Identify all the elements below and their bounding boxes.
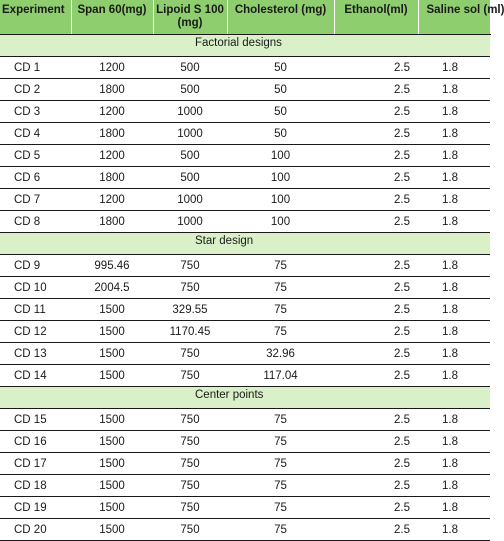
cell-ethanol: 2.5 (334, 189, 418, 211)
cell-ethanol: 2.5 (334, 519, 418, 541)
section-title: Factorial designs (0, 35, 490, 57)
cell-lipoid: 750 (153, 475, 227, 497)
cell-cholesterol: 50 (227, 57, 334, 79)
cell-span60: 1500 (71, 519, 153, 541)
cell-ethanol: 2.5 (334, 79, 418, 101)
table-row (0, 365, 490, 387)
table-row (0, 277, 490, 299)
cell-lipoid: 750 (153, 497, 227, 519)
cell-ethanol: 2.5 (334, 343, 418, 365)
header-experiment: Experiment (0, 0, 71, 35)
cell-span60: 1800 (71, 123, 153, 145)
cell-cholesterol: 100 (227, 211, 334, 233)
cell-saline: 1.8 (418, 497, 490, 519)
cell-saline: 1.8 (418, 343, 490, 365)
header-lipoid: Lipoid S 100 (mg) (153, 0, 227, 35)
cell-cholesterol: 50 (227, 101, 334, 123)
cell-cholesterol: 75 (227, 453, 334, 475)
table-row (0, 409, 490, 431)
cell-lipoid: 1000 (153, 123, 227, 145)
cell-span60: 2004.5 (71, 277, 153, 299)
header-ethanol: Ethanol(ml) (334, 0, 418, 35)
cell-span60: 1500 (71, 453, 153, 475)
cell-span60: 1200 (71, 101, 153, 123)
cell-cholesterol: 100 (227, 145, 334, 167)
cell-experiment: CD 15 (0, 409, 71, 431)
section-row (0, 233, 490, 255)
cell-span60: 1800 (71, 167, 153, 189)
cell-cholesterol: 75 (227, 321, 334, 343)
cell-cholesterol: 117.04 (227, 365, 334, 387)
cell-cholesterol: 100 (227, 189, 334, 211)
table-row (0, 211, 490, 233)
cell-ethanol: 2.5 (334, 409, 418, 431)
cell-lipoid: 750 (153, 343, 227, 365)
table-row (0, 57, 490, 79)
cell-experiment: CD 13 (0, 343, 71, 365)
table-row (0, 453, 490, 475)
section-row (0, 35, 490, 57)
table-row (0, 145, 490, 167)
cell-lipoid: 1170.45 (153, 321, 227, 343)
cell-lipoid: 750 (153, 409, 227, 431)
cell-lipoid: 750 (153, 255, 227, 277)
cell-experiment: CD 16 (0, 431, 71, 453)
cell-experiment: CD 9 (0, 255, 71, 277)
cell-lipoid: 1000 (153, 211, 227, 233)
cell-saline: 1.8 (418, 101, 490, 123)
cell-saline: 1.8 (418, 123, 490, 145)
cell-experiment: CD 1 (0, 57, 71, 79)
section-title: Star design (0, 233, 490, 255)
cell-saline: 1.8 (418, 475, 490, 497)
cell-cholesterol: 75 (227, 255, 334, 277)
table-row (0, 167, 490, 189)
cell-cholesterol: 75 (227, 519, 334, 541)
cell-lipoid: 750 (153, 453, 227, 475)
cell-ethanol: 2.5 (334, 123, 418, 145)
cell-ethanol: 2.5 (334, 167, 418, 189)
table-row (0, 431, 490, 453)
cell-saline: 1.8 (418, 431, 490, 453)
cell-lipoid: 500 (153, 167, 227, 189)
cell-span60: 1500 (71, 475, 153, 497)
cell-saline: 1.8 (418, 167, 490, 189)
section-title: Center points (0, 387, 490, 409)
cell-saline: 1.8 (418, 409, 490, 431)
cell-saline: 1.8 (418, 57, 490, 79)
table-row (0, 189, 490, 211)
cell-span60: 1200 (71, 189, 153, 211)
cell-saline: 1.8 (418, 145, 490, 167)
cell-cholesterol: 50 (227, 123, 334, 145)
table-row (0, 343, 490, 365)
cell-span60: 1500 (71, 431, 153, 453)
cell-ethanol: 2.5 (334, 145, 418, 167)
cell-lipoid: 750 (153, 365, 227, 387)
cell-span60: 1800 (71, 79, 153, 101)
table-body (0, 35, 490, 541)
cell-span60: 995.46 (71, 255, 153, 277)
cell-lipoid: 750 (153, 519, 227, 541)
cell-span60: 1500 (71, 497, 153, 519)
cell-ethanol: 2.5 (334, 497, 418, 519)
cell-ethanol: 2.5 (334, 365, 418, 387)
cell-cholesterol: 75 (227, 475, 334, 497)
cell-experiment: CD 17 (0, 453, 71, 475)
header-row (0, 0, 490, 35)
cell-experiment: CD 3 (0, 101, 71, 123)
cell-span60: 1500 (71, 343, 153, 365)
cell-saline: 1.8 (418, 453, 490, 475)
table-row (0, 101, 490, 123)
cell-saline: 1.8 (418, 255, 490, 277)
section-row (0, 387, 490, 409)
cell-saline: 1.8 (418, 321, 490, 343)
cell-ethanol: 2.5 (334, 299, 418, 321)
cell-lipoid: 1000 (153, 189, 227, 211)
cell-experiment: CD 19 (0, 497, 71, 519)
cell-ethanol: 2.5 (334, 475, 418, 497)
header-saline: Saline sol (ml) (418, 0, 490, 35)
table-row (0, 519, 490, 541)
cell-lipoid: 1000 (153, 101, 227, 123)
cell-cholesterol: 75 (227, 409, 334, 431)
cell-span60: 1800 (71, 211, 153, 233)
cell-experiment: CD 5 (0, 145, 71, 167)
cell-experiment: CD 2 (0, 79, 71, 101)
table-row (0, 123, 490, 145)
cell-cholesterol: 50 (227, 79, 334, 101)
cell-lipoid: 750 (153, 431, 227, 453)
cell-lipoid: 500 (153, 79, 227, 101)
cell-saline: 1.8 (418, 277, 490, 299)
cell-experiment: CD 14 (0, 365, 71, 387)
cell-lipoid: 750 (153, 277, 227, 299)
cell-experiment: CD 18 (0, 475, 71, 497)
table-row (0, 255, 490, 277)
cell-lipoid: 500 (153, 145, 227, 167)
cell-saline: 1.8 (418, 299, 490, 321)
table-row (0, 475, 490, 497)
cell-saline: 1.8 (418, 79, 490, 101)
cell-span60: 1500 (71, 321, 153, 343)
cell-experiment: CD 12 (0, 321, 71, 343)
cell-span60: 1500 (71, 409, 153, 431)
cell-experiment: CD 10 (0, 277, 71, 299)
cell-experiment: CD 6 (0, 167, 71, 189)
table-row (0, 299, 490, 321)
cell-saline: 1.8 (418, 365, 490, 387)
cell-span60: 1200 (71, 145, 153, 167)
cell-experiment: CD 11 (0, 299, 71, 321)
header-cholesterol: Cholesterol (mg) (227, 0, 334, 35)
cell-cholesterol: 75 (227, 497, 334, 519)
cell-cholesterol: 32.96 (227, 343, 334, 365)
cell-cholesterol: 100 (227, 167, 334, 189)
header-span60: Span 60(mg) (71, 0, 153, 35)
cell-lipoid: 329.55 (153, 299, 227, 321)
cell-experiment: CD 4 (0, 123, 71, 145)
cell-saline: 1.8 (418, 211, 490, 233)
cell-ethanol: 2.5 (334, 277, 418, 299)
cell-ethanol: 2.5 (334, 321, 418, 343)
table-row (0, 79, 490, 101)
cell-experiment: CD 8 (0, 211, 71, 233)
cell-cholesterol: 75 (227, 299, 334, 321)
cell-lipoid: 500 (153, 57, 227, 79)
table-row (0, 321, 490, 343)
cell-cholesterol: 75 (227, 277, 334, 299)
cell-cholesterol: 75 (227, 431, 334, 453)
cell-saline: 1.8 (418, 189, 490, 211)
cell-ethanol: 2.5 (334, 255, 418, 277)
table-row (0, 497, 490, 519)
cell-ethanol: 2.5 (334, 211, 418, 233)
cell-experiment: CD 7 (0, 189, 71, 211)
cell-ethanol: 2.5 (334, 101, 418, 123)
cell-ethanol: 2.5 (334, 57, 418, 79)
cell-experiment: CD 20 (0, 519, 71, 541)
cell-span60: 1200 (71, 57, 153, 79)
cell-ethanol: 2.5 (334, 453, 418, 475)
cell-span60: 1500 (71, 365, 153, 387)
cell-span60: 1500 (71, 299, 153, 321)
cell-ethanol: 2.5 (334, 431, 418, 453)
cell-saline: 1.8 (418, 519, 490, 541)
